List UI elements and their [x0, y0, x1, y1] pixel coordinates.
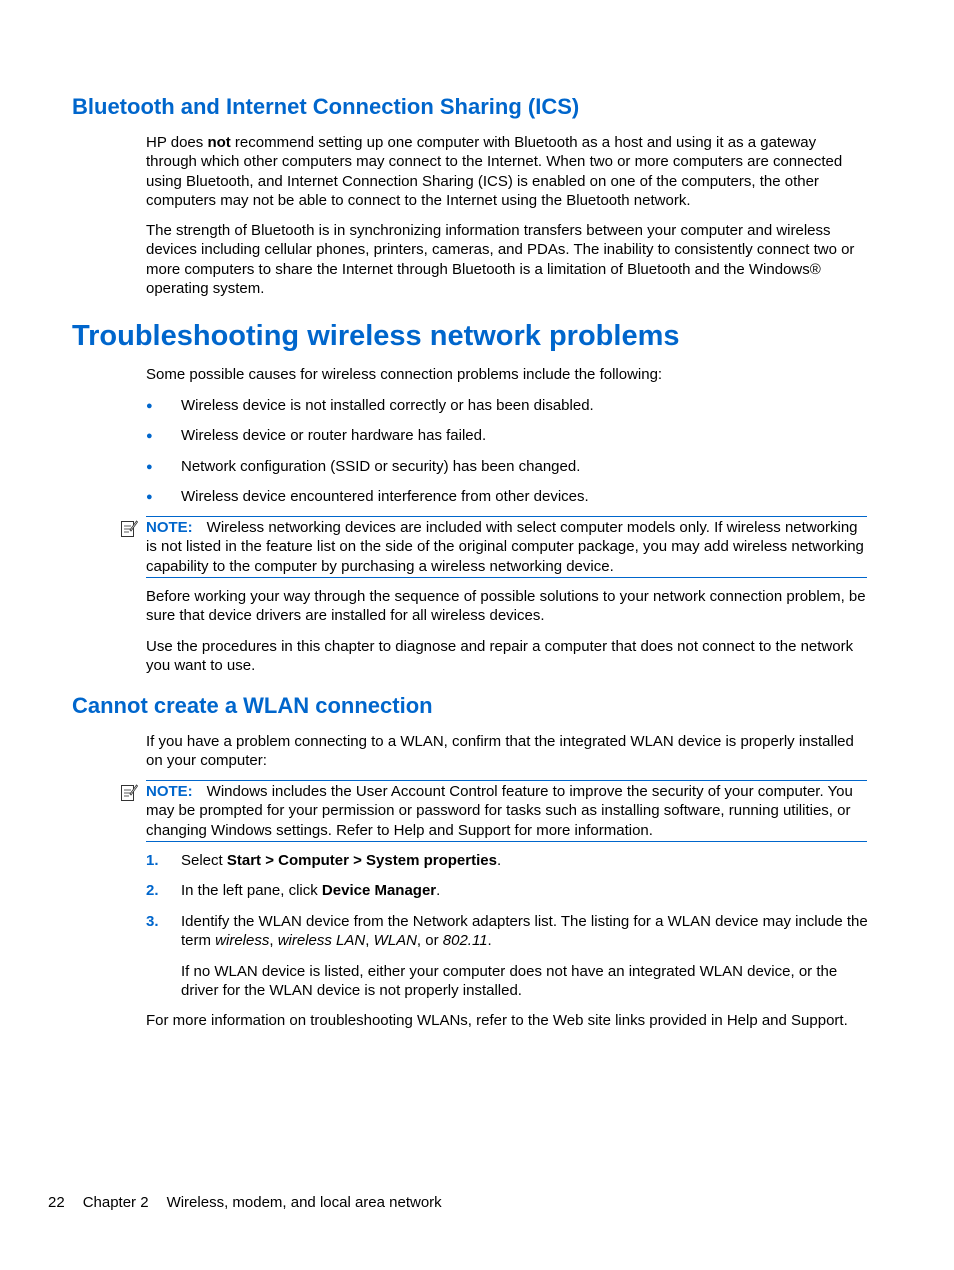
- section-heading-wlan: Cannot create a WLAN connection: [72, 693, 433, 718]
- page-footer: [48, 1193, 442, 1212]
- note-box-user-account-control: [146, 780, 867, 842]
- text-run: recommend setting up one computer with Bluetooth as a host and using it as a gateway through which other computers may connect to the Internet. When two or more computers are connected using Bluetooth, and Internet Connection Sharing (ICS) is enabled on one of the computers, the other computers may not be able to connect to the Internet using the Bluetooth network.: [146, 134, 843, 210]
- list-item: Network configuration (SSID or security) has been changed.: [181, 458, 581, 475]
- text-italic: wireless: [215, 932, 270, 950]
- step-item: [181, 881, 871, 900]
- paragraph-before-working: Before working your way through the sequence of possible solutions to your network connection problem, be sure that device drivers are installed for all wireless devices.: [146, 588, 866, 625]
- bullet-dot-icon: ●: [146, 430, 153, 442]
- text-italic: WLAN: [373, 932, 417, 950]
- text-run: In the left pane, click: [181, 882, 322, 899]
- text-bold: Start > Computer > System properties: [226, 852, 497, 869]
- section-heading-ics: Bluetooth and Internet Connection Sharing (ICS): [72, 94, 580, 119]
- step-number: 2.: [146, 882, 159, 899]
- text-italic: wireless LAN: [277, 932, 366, 950]
- text-bold: Device Manager: [321, 882, 437, 899]
- note-label: NOTE:: [146, 519, 193, 536]
- paragraph-ics-warning: [146, 133, 870, 211]
- chapter-section-heading-troubleshooting: Troubleshooting wireless network problems: [72, 320, 680, 352]
- note-box-wireless-availability: [146, 516, 867, 578]
- text-run: , or: [416, 932, 443, 950]
- note-pencil-icon: [120, 782, 138, 802]
- step-number: 3.: [146, 913, 159, 930]
- paragraph-more-info: For more information on troubleshooting WLANs, refer to the Web site links provided in Help and Support.: [146, 1012, 848, 1029]
- text-run: .: [496, 852, 502, 869]
- note-text: Wireless networking devices are included with select computer models only. If wireless networking is not listed in the feature list on the side of the original computer package, you may add wireless networking capability to the computer by purchasing a wireless networking device.: [146, 519, 864, 575]
- text-run: .: [436, 882, 441, 899]
- paragraph-wlan-intro: If you have a problem connecting to a WLAN, confirm that the integrated WLAN device is properly installed on your computer:: [146, 733, 854, 770]
- footer-chapter: Chapter 2: [82, 1194, 149, 1211]
- note-label: NOTE:: [146, 783, 193, 800]
- text-run: ,: [365, 932, 374, 950]
- step-item: [181, 912, 871, 951]
- text-run: Select: [181, 852, 227, 869]
- list-item: Wireless device or router hardware has failed.: [181, 427, 487, 444]
- text-run: HP does: [146, 134, 208, 151]
- bullet-dot-icon: ●: [146, 461, 153, 473]
- bullet-dot-icon: ●: [146, 491, 153, 503]
- list-item: Wireless device is not installed correctly or has been disabled.: [181, 397, 594, 414]
- paragraph-bluetooth-strength: The strength of Bluetooth is in synchronizing information transfers between your computer and wireless devices including cellular phones, printers, cameras, and PDAs. The inability to consistently connect two or more computers to share the Internet through Bluetooth is a limitation of Bluetooth and the Windows® operating system.: [146, 222, 855, 298]
- page-number: 22: [48, 1194, 65, 1211]
- note-text: Windows includes the User Account Control feature to improve the security of your computer. You may be prompted for your permission or password for tasks such as installing software, running utilities, or changing Windows settings. Refer to Help and Support for more information.: [146, 783, 853, 839]
- bullet-dot-icon: ●: [146, 400, 153, 412]
- footer-chapter-title: Wireless, modem, and local area network: [166, 1194, 442, 1211]
- text-run: ,: [269, 932, 278, 950]
- text-run: Identify the WLAN device from the Network adapters list. The listing for a WLAN device may include the term: [181, 913, 868, 950]
- text-bold: not: [207, 134, 231, 151]
- list-item: Wireless device encountered interference from other devices.: [181, 488, 589, 505]
- step-number: 1.: [146, 852, 159, 869]
- text-italic: 802.11: [442, 932, 488, 950]
- text-run: .: [487, 932, 492, 950]
- paragraph-use-procedures: Use the procedures in this chapter to diagnose and repair a computer that does not connect to the network you want to use.: [146, 638, 854, 675]
- step-sub-paragraph: If no WLAN device is listed, either your computer does not have an integrated WLAN device, or the driver for the WLAN device is not properly installed.: [181, 963, 838, 1000]
- step-item: [181, 851, 871, 870]
- paragraph-causes-intro: Some possible causes for wireless connection problems include the following:: [146, 366, 663, 383]
- note-pencil-icon: [120, 518, 138, 538]
